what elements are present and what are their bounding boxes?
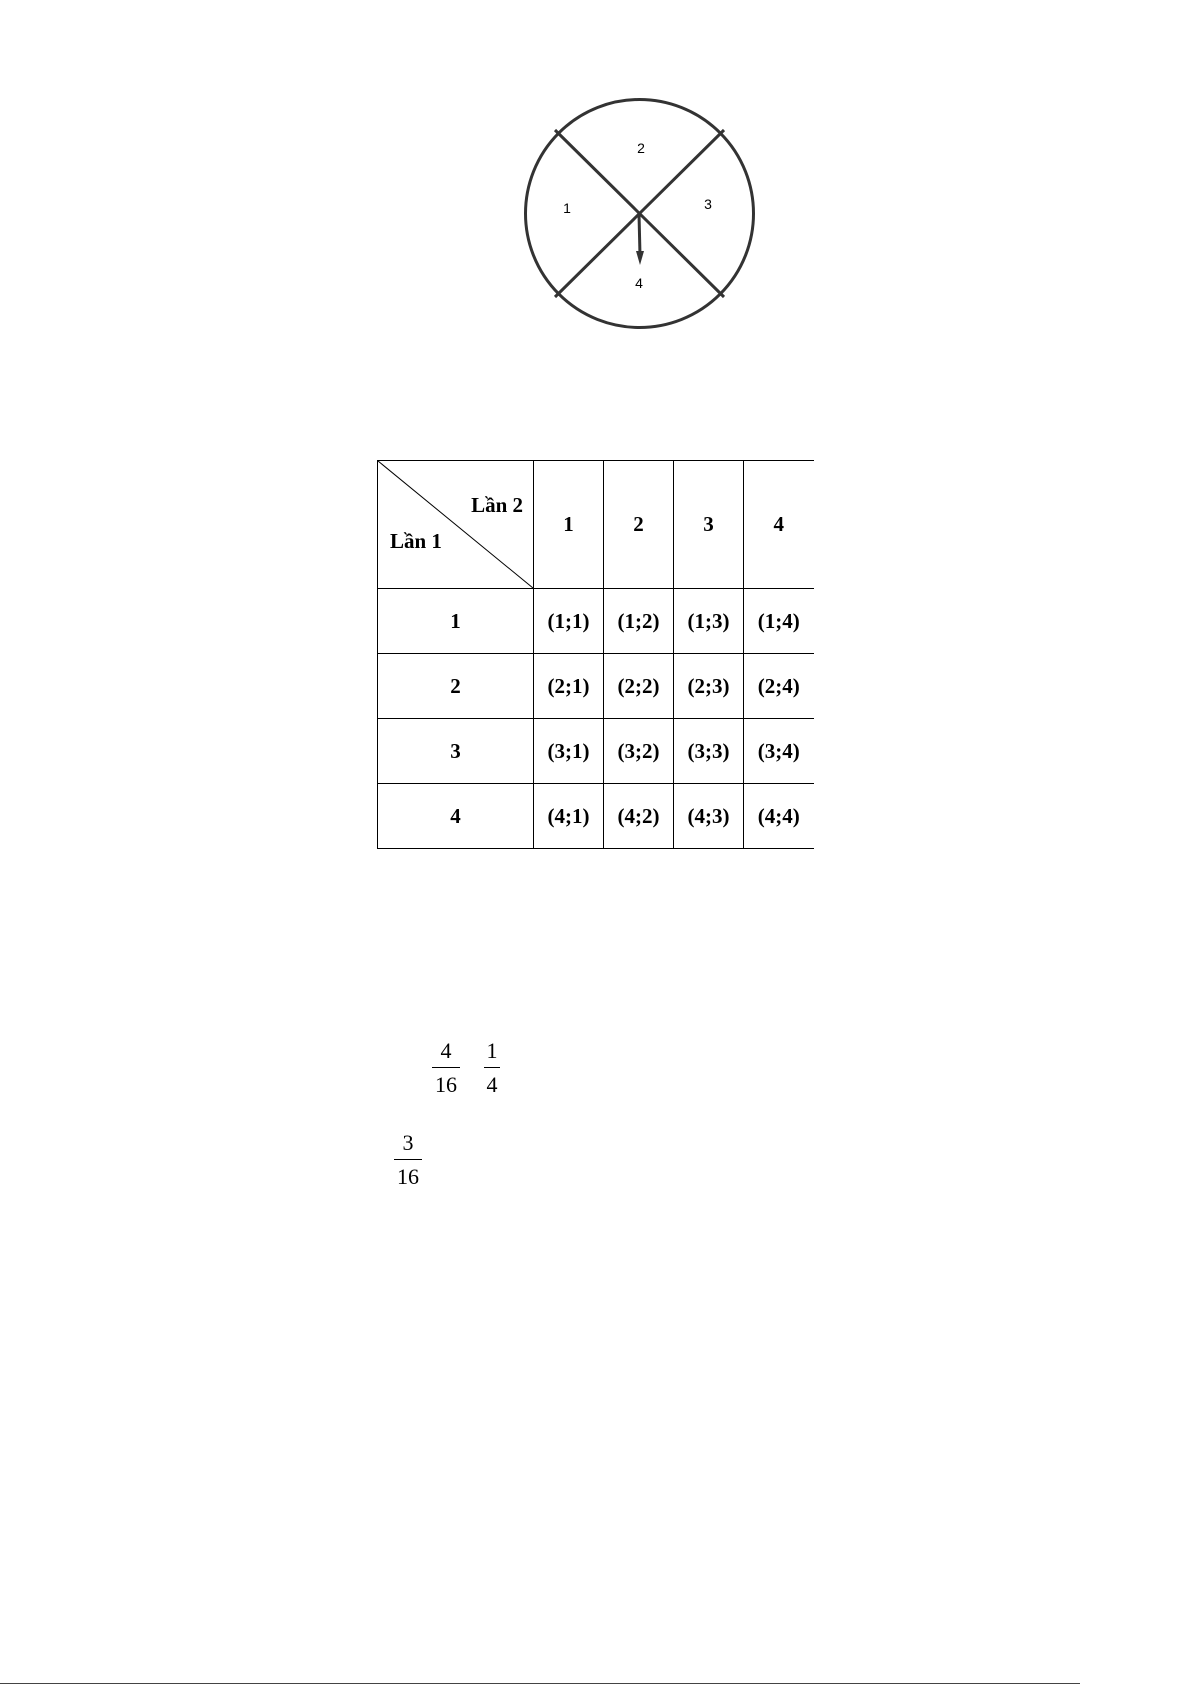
page-bottom-rule [0, 1683, 1080, 1684]
table-cell: (4;3) [674, 784, 744, 849]
row-header: 3 [378, 719, 534, 784]
table-row [378, 784, 814, 849]
fraction-numerator: 1 [486, 1038, 498, 1063]
table-cell: (2;1) [534, 654, 604, 719]
table-row [378, 589, 814, 654]
table-cell: (4;1) [534, 784, 604, 849]
fraction-denominator: 16 [435, 1072, 457, 1097]
table-cell: (3;4) [744, 719, 814, 784]
table-cell: (4;4) [744, 784, 814, 849]
corner-label-lan-1: Lần 1 [390, 529, 442, 553]
col-header: 1 [534, 461, 604, 589]
corner-label-lan-2: Lần 2 [471, 493, 523, 517]
table-cell: (2;4) [744, 654, 814, 719]
table-cell: (3;2) [604, 719, 674, 784]
table-cell: (1;4) [744, 589, 814, 654]
table-cell: (1;1) [534, 589, 604, 654]
spinner-figure [523, 97, 756, 330]
table-cell: (1;2) [604, 589, 674, 654]
fraction-4-16 [432, 1040, 460, 1096]
table-cell: (2;2) [604, 654, 674, 719]
spinner-label-3: 3 [704, 196, 712, 212]
table-cell: (4;2) [604, 784, 674, 849]
row-header: 1 [378, 589, 534, 654]
spinner-arrow [636, 214, 644, 265]
spinner-label-2: 2 [637, 140, 645, 156]
fraction-numerator: 3 [402, 1130, 414, 1155]
outcome-table [377, 460, 814, 849]
table-header-row [378, 461, 814, 589]
table-row [378, 654, 814, 719]
row-header: 4 [378, 784, 534, 849]
row-header: 2 [378, 654, 534, 719]
spinner-label-4: 4 [635, 275, 643, 291]
fraction-3-16 [394, 1132, 422, 1188]
corner-diagonal [378, 461, 533, 588]
col-header: 2 [604, 461, 674, 589]
fraction-1-4 [484, 1040, 500, 1096]
col-header: 4 [744, 461, 814, 589]
table-cell: (3;1) [534, 719, 604, 784]
fraction-denominator: 16 [397, 1164, 419, 1189]
fraction-denominator: 4 [486, 1072, 498, 1097]
table-row [378, 719, 814, 784]
fraction-numerator: 4 [440, 1038, 452, 1063]
spinner-label-1: 1 [563, 200, 571, 216]
table-corner-cell [378, 461, 534, 589]
table-cell: (3;3) [674, 719, 744, 784]
col-header: 3 [674, 461, 744, 589]
table-cell: (2;3) [674, 654, 744, 719]
table-cell: (1;3) [674, 589, 744, 654]
